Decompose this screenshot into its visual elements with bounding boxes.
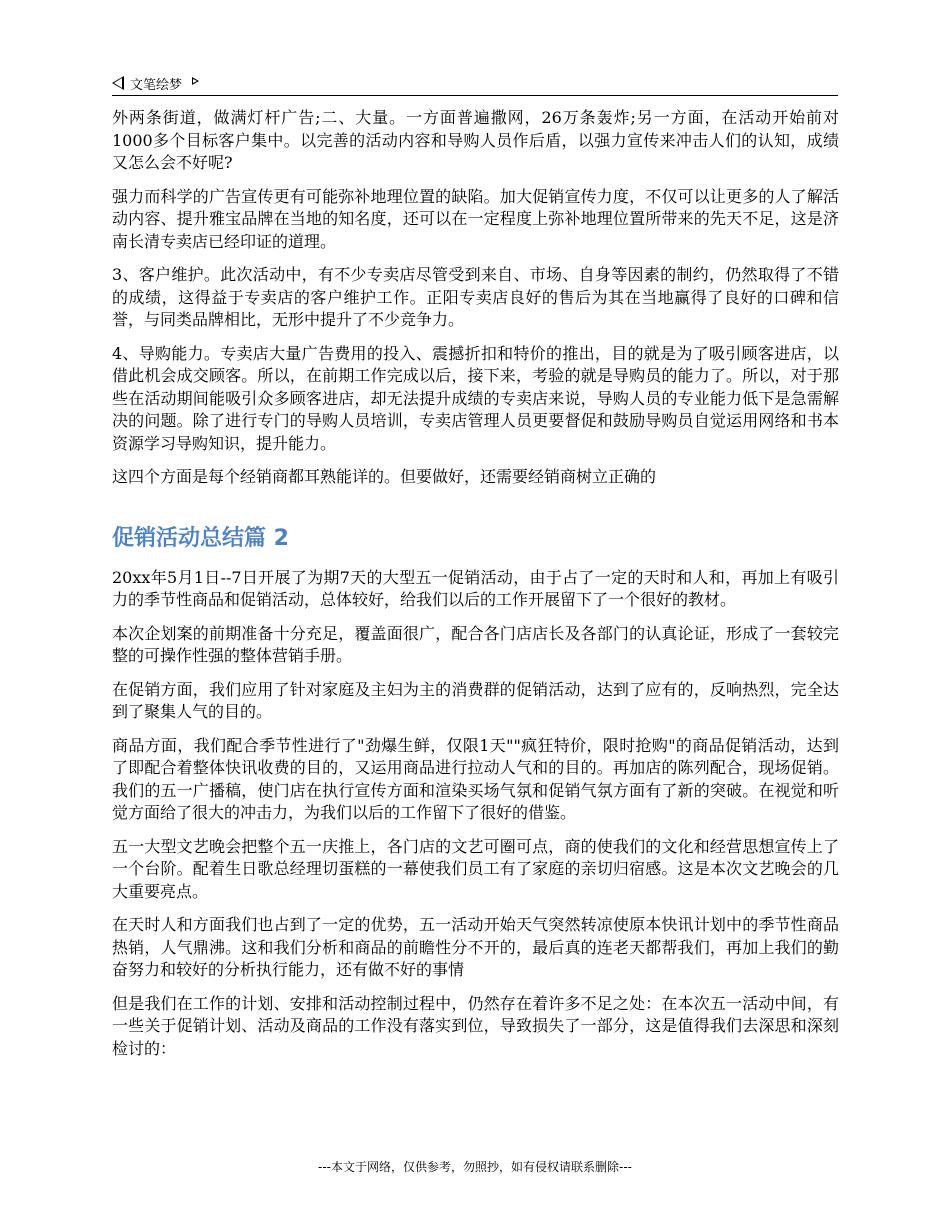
paragraph: 外两条街道，做满灯杆广告;二、大量。一方面普遍撒网，26万条轰炸;另一方面，在活动开始前对1000多个目标客户集中。以完善的活动内容和导购人员作后盾，以强力宣传来冲击人们的认知，成绩又怎么会不好呢? (112, 108, 839, 172)
paragraph: 本次企划案的前期准备十分充足，覆盖面很广，配合各门店店长及各部门的认真论证，形成了一套较完整的可操作性强的整体营销手册。 (112, 623, 839, 665)
paragraph: 在促销方面，我们应用了针对家庭及主妇为主的消费群的促销活动，达到了应有的，反响热烈，完全达到了聚集人气的目的。 (112, 679, 839, 721)
paragraph: 五一大型文艺晚会把整个五一庆推上，各门店的文艺可圈可点，商的使我们的文化和经营思想宣传上了一个台阶。配着生日歌总经理切蛋糕的一幕使我们员工有了家庭的亲切归宿感。这是本次文艺晚会的几大重要亮点。 (112, 836, 839, 901)
paragraph: 在天时人和方面我们也占到了一定的优势，五一活动开始天气突然转凉使原本快讯计划中的季节性商品热销，人气鼎沸。这和我们分析和商品的前瞻性分不开的，最后真的连老天都帮我们，再加上我们的勤奋努力和较好的分析执行能力，还有做不好的事情 (112, 915, 839, 979)
header-brand: 文笔绘梦 (130, 77, 183, 93)
page-header (112, 71, 838, 96)
triangle-left-icon (112, 76, 124, 90)
paragraph: 3、客户维护。此次活动中，有不少专卖店尽管受到来自、市场、自身等因素的制约，仍然取得了不错的成绩，这得益于专卖店的客户维护工作。正阳专卖店良好的售后为其在当地赢得了良好的口碑和信誉，与同类品牌相比，无形中提升了不少竞争力。 (112, 265, 839, 329)
triangle-right-icon (192, 77, 199, 85)
paragraph: 20xx年5月1日--7日开展了为期7天的大型五一促销活动，由于占了一定的天时和人和，再加上有吸引力的季节性商品和促销活动，总体较好，给我们以后的工作开展留下了一个很好的教材。 (112, 567, 839, 609)
section-heading: 促销活动总结篇 2 (112, 525, 289, 551)
paragraph: 这四个方面是每个经销商都耳熟能详的。但要做好，还需要经销商树立正确的 (112, 467, 657, 486)
paragraph: 强力而科学的广告宣传更有可能弥补地理位置的缺陷。加大促销宣传力度，不仅可以让更多的人了解活动内容、提升雅宝品牌在当地的知名度，还可以在一定程度上弥补地理位置所带来的先天不足，这是济南长清专卖店已经印证的道理。 (112, 186, 839, 251)
document-body (112, 107, 839, 1071)
paragraph: 4、导购能力。专卖店大量广告费用的投入、震撼折扣和特价的推出，目的就是为了吸引顾客进店，以借此机会成交顾客。所以，在前期工作完成以后，接下来，考验的就是导购员的能力了。所以，对于那些在活动期间能吸引众多顾客进店，却无法提升成绩的专卖店来说，导购人员的专业能力低下是急需解决的问题。除了进行专门的导购人员培训，专卖店管理人员更要督促和鼓励导购员自觉运用网络和书本资源学习导购知识，提升能力。 (112, 343, 839, 453)
paragraph: 但是我们在工作的计划、安排和活动控制过程中，仍然存在着许多不足之处：在本次五一活动中间，有一些关于促销计划、活动及商品的工作没有落实到位，导致损失了一部分，这是值得我们去深思和深刻检讨的： (112, 993, 839, 1058)
page-footer: ---本文于网络，仅供参考，勿照抄，如有侵权请联系删除--- (318, 1160, 632, 1174)
paragraph: 商品方面，我们配合季节性进行了"劲爆生鲜，仅限1天""疯狂特价，限时抢购"的商品促销活动，达到了即配合着整体快讯收费的目的，又运用商品进行拉动人气和的目的。再加店的陈列配合，现场促销。我们的五一广播稿，使门店在执行宣传方面和渲染买场气氛和促销气氛方面有了新的突破。在视觉和听觉方面给了很大的冲击力，为我们以后的工作留下了很好的借鉴。 (112, 735, 839, 822)
